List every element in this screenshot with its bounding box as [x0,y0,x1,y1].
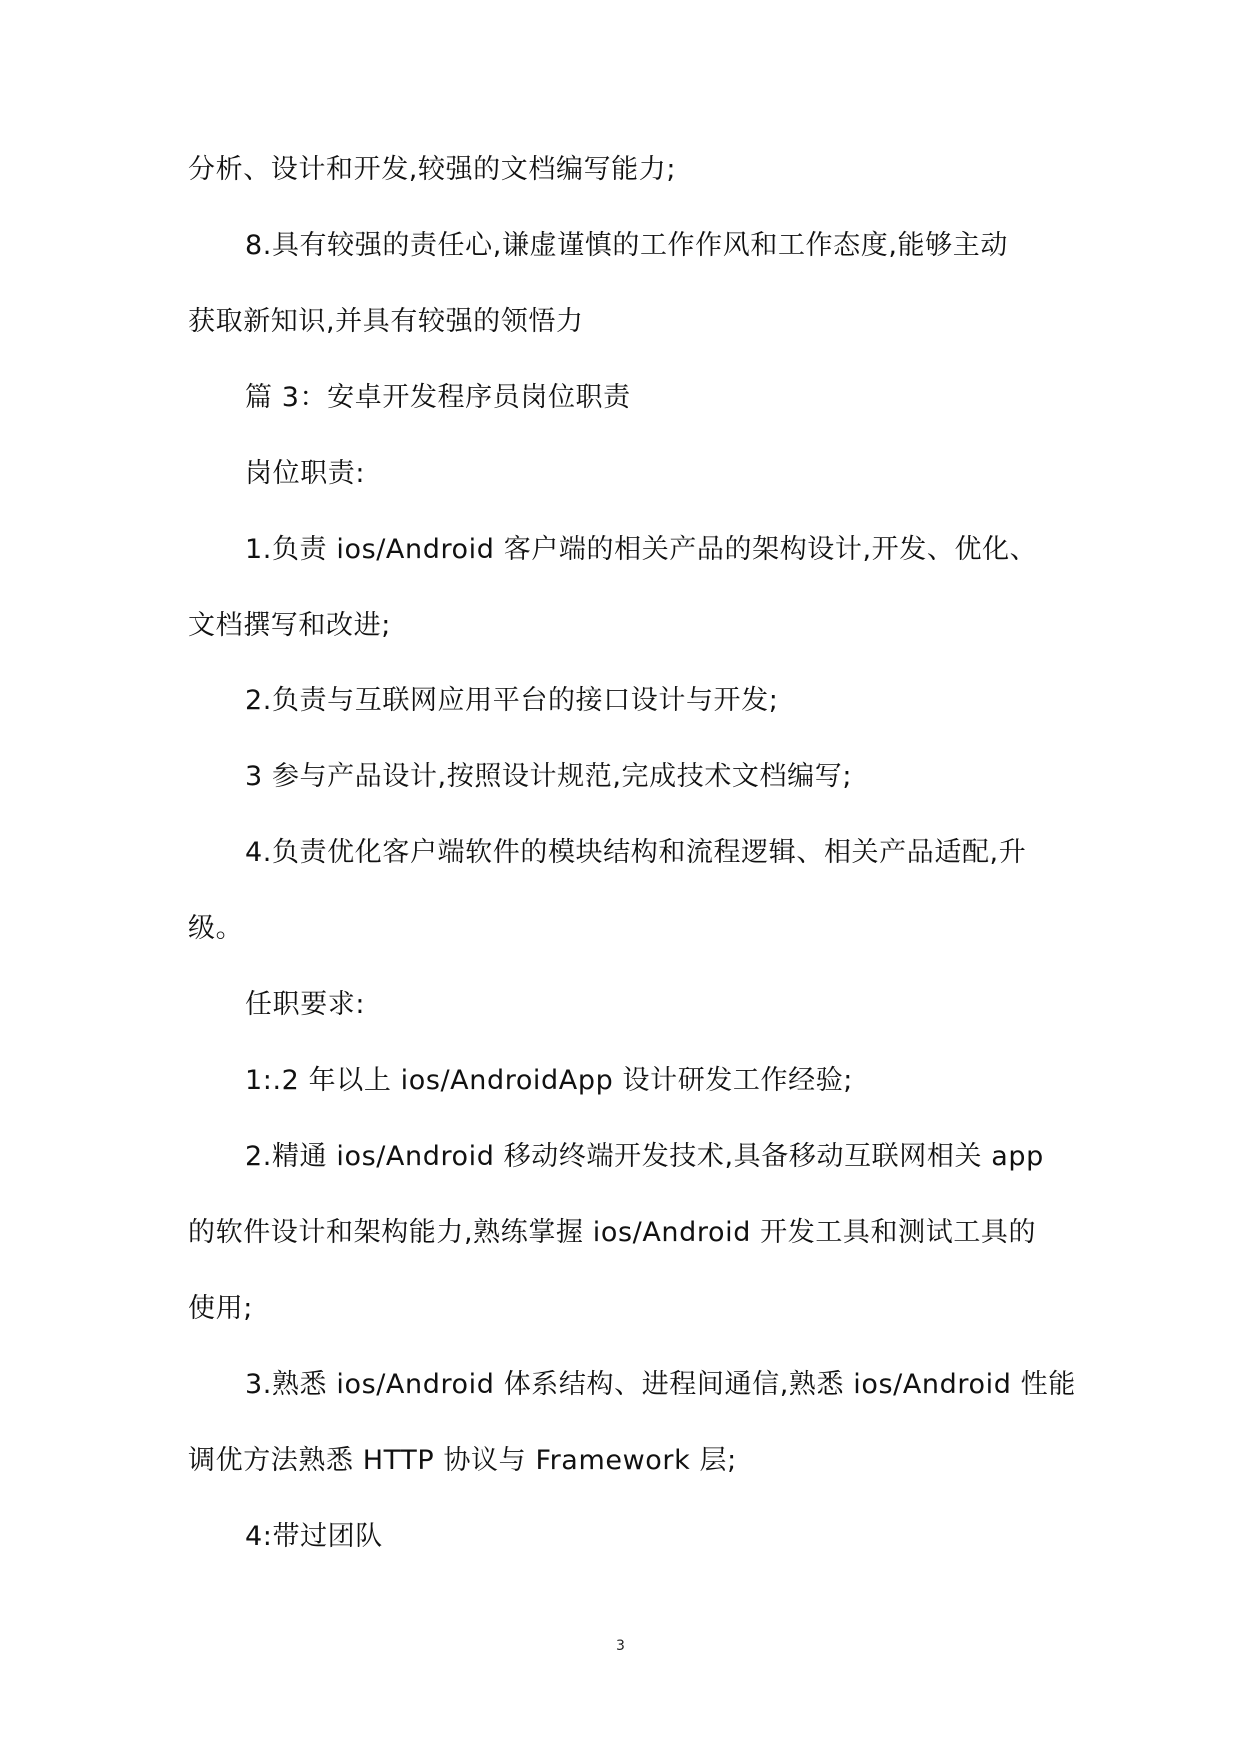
subheading: 任职要求: [245,989,366,1020]
page-number: 3 [616,1638,625,1654]
text-line: 1:.2 年以上 ios/AndroidApp 设计研发工作经验; [245,1065,853,1096]
text-line: 8.具有较强的责任心,谦虚谨慎的工作作风和工作态度,能够主动 [245,230,1008,261]
text-line: 调优方法熟悉 HTTP 协议与 Framework 层; [188,1445,737,1476]
text-line: 4.负责优化客户端软件的模块结构和流程逻辑、相关产品适配,升 [245,837,1027,868]
text-line: 文档撰写和改进; [188,610,391,641]
text-line: 使用; [188,1293,253,1324]
text-line: 3.熟悉 ios/Android 体系结构、进程间通信,熟悉 ios/Android 性能 [245,1369,1076,1400]
section-heading: 篇 3：安卓开发程序员岗位职责 [245,382,631,413]
text-line: 2.精通 ios/Android 移动终端开发技术,具备移动互联网相关 app [245,1141,1044,1172]
text-line: 2.负责与互联网应用平台的接口设计与开发; [245,685,779,716]
text-line: 1.负责 ios/Android 客户端的相关产品的架构设计,开发、优化、 [245,534,1038,565]
text-line: 3 参与产品设计,按照设计规范,完成技术文档编写; [245,761,853,792]
text-line: 级。 [188,913,244,944]
text-line: 分析、设计和开发,较强的文档编写能力; [188,154,677,185]
text-line: 获取新知识,并具有较强的领悟力 [188,306,584,337]
text-line: 的软件设计和架构能力,熟练掌握 ios/Android 开发工具和测试工具的 [188,1217,1037,1248]
subheading: 岗位职责: [245,458,366,489]
text-line: 4:带过团队 [245,1521,383,1552]
